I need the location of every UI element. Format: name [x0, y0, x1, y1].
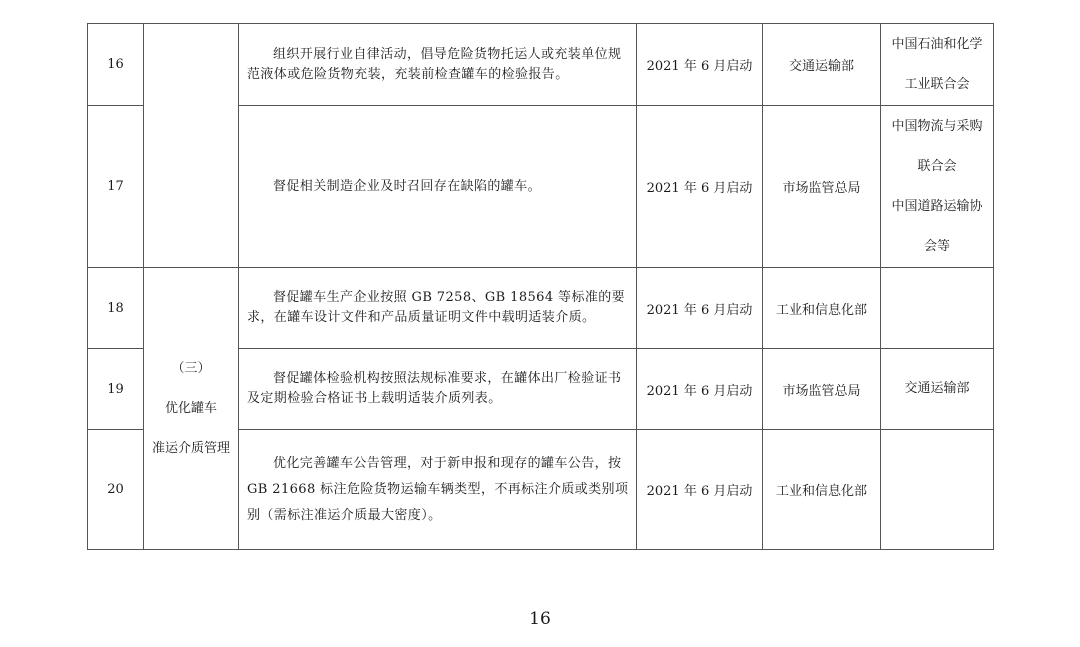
category-line: 准运介质管理 — [151, 440, 230, 456]
coop-cell — [881, 106, 994, 268]
time-cell: 2021 年 6 月启动 — [637, 349, 763, 430]
coop-line: 中国道路运输协 — [891, 198, 983, 214]
measure-cell — [239, 268, 637, 349]
dept-cell: 市场监管总局 — [763, 106, 881, 268]
measure-text: 组织开展行业自律活动，倡导危险货物托运人或充装单位规范液体或危险货物充装，充装前检查罐车的检验报告。 — [247, 46, 622, 82]
category-cell — [144, 268, 239, 550]
measure-cell — [239, 349, 637, 430]
dept-cell: 交通运输部 — [763, 24, 881, 106]
row-number: 20 — [88, 430, 144, 550]
measure-text: 督促罐车生产企业按照 GB 7258、GB 18564 等标准的要求，在罐车设计文件和产品质量证明文件中载明适装介质。 — [247, 290, 626, 325]
time-cell: 2021 年 6 月启动 — [637, 430, 763, 550]
coop-line: 中国物流与采购 — [891, 118, 983, 134]
dept-cell: 工业和信息化部 — [763, 268, 881, 349]
coop-line: 联合会 — [917, 158, 957, 174]
category-line: 优化罐车 — [164, 400, 217, 416]
page-number: 16 — [529, 609, 551, 629]
measure-text: 优化完善罐车公告管理，对于新申报和现存的罐车公告，按 GB 21668 标注危险货物运输车辆类型，不再标注介质或类别项别（需标注准运介质最大密度）。 — [247, 455, 629, 523]
time-cell: 2021 年 6 月启动 — [637, 268, 763, 349]
coop-line: 中国石油和化学 — [891, 36, 983, 52]
category-line: （三） — [171, 360, 211, 376]
table-row — [88, 268, 994, 349]
table-row — [88, 24, 994, 106]
coop-cell — [881, 24, 994, 106]
row-number: 19 — [88, 349, 144, 430]
measure-text: 督促罐体检验机构按照法规标准要求，在罐体出厂检验证书及定期检验合格证书上载明适装介质列表。 — [247, 371, 622, 406]
measure-text: 督促相关制造企业及时召回存在缺陷的罐车。 — [273, 178, 542, 194]
time-cell: 2021 年 6 月启动 — [637, 24, 763, 106]
coop-line: 交通运输部 — [904, 381, 970, 396]
measures-table — [87, 23, 994, 550]
coop-cell — [881, 349, 994, 430]
measure-cell — [239, 24, 637, 106]
category-cell-empty — [144, 24, 239, 268]
row-number: 16 — [88, 24, 144, 106]
dept-cell: 工业和信息化部 — [763, 430, 881, 550]
coop-line: 工业联合会 — [904, 76, 970, 92]
row-number: 18 — [88, 268, 144, 349]
coop-cell — [881, 430, 994, 550]
coop-line: 会等 — [923, 238, 950, 254]
coop-cell — [881, 268, 994, 349]
row-number: 17 — [88, 106, 144, 268]
measure-cell — [239, 106, 637, 268]
dept-cell: 市场监管总局 — [763, 349, 881, 430]
measure-cell — [239, 430, 637, 550]
time-cell: 2021 年 6 月启动 — [637, 106, 763, 268]
